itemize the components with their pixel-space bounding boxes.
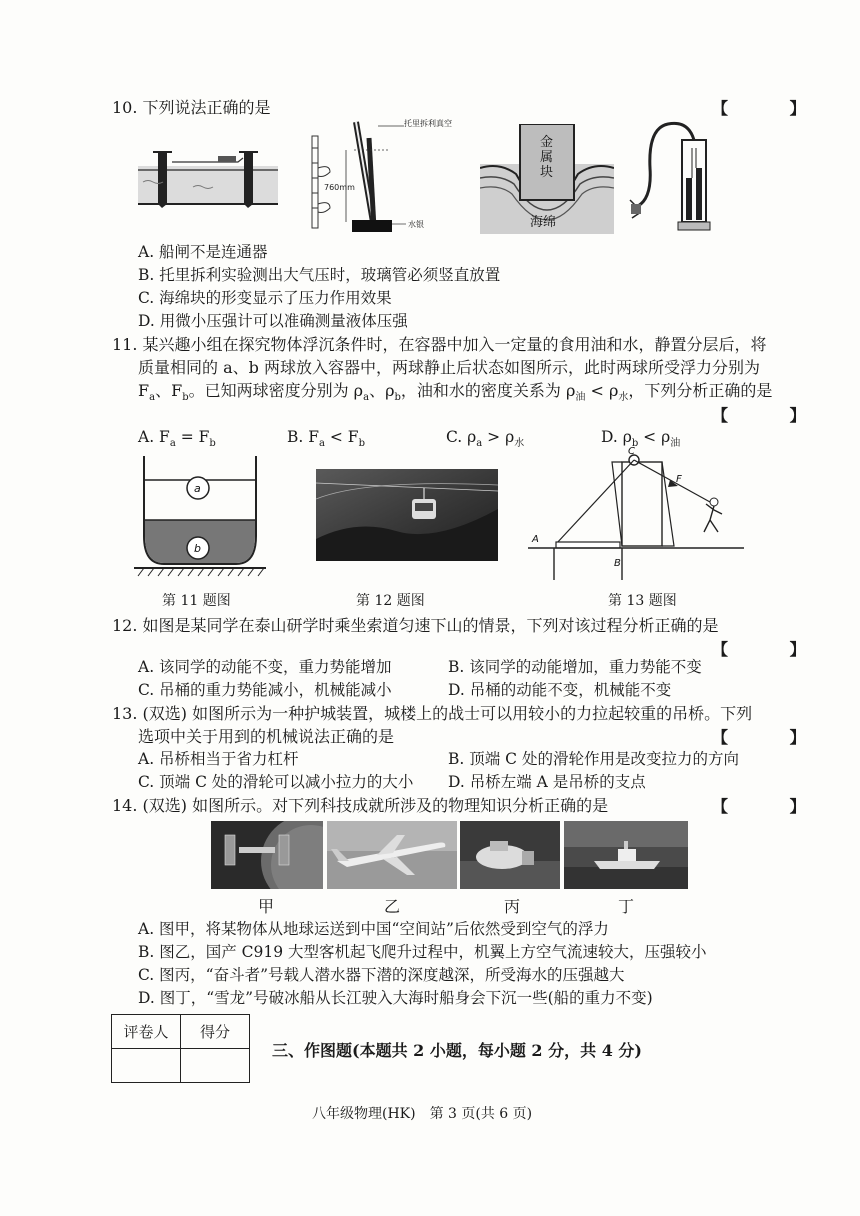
- q10-stem: 10. 下列说法正确的是: [112, 98, 271, 117]
- q13-stem-line-1: 13. (双选) 如图所示为一种护城装置，城楼上的战士可以用较小的力拉起较重的吊桥。下列: [112, 704, 753, 723]
- q12-option-b: B. 该同学的动能增加，重力势能不变: [448, 658, 702, 676]
- q11-option-c: C. $\rho_a > \rho_水$: [446, 428, 525, 450]
- fig13-caption: 第 13 题图: [608, 593, 677, 609]
- pressure-gauge-figure: [628, 118, 728, 234]
- ball-b-label: b: [194, 542, 201, 555]
- fig12-caption: 第 12 题图: [356, 593, 425, 609]
- q11-stem-line-2: 质量相同的 a、b 两球放入容器中，两球静止后状态如图所示，此时两球所受浮力分别为: [138, 358, 760, 377]
- ship-lock-figure: [138, 142, 278, 208]
- q13-option-c: C. 顶端 C 处的滑轮可以减小拉力的大小: [138, 773, 414, 791]
- fig13-label-b: B: [614, 558, 621, 569]
- q13-stem-line-2: 选项中关于用到的机械说法正确的是: [138, 727, 395, 746]
- torricelli-760mm-label: 760mm: [324, 183, 355, 192]
- photo-yi-c919-airplane: [327, 821, 457, 889]
- ball-a-label: a: [194, 482, 201, 495]
- q10-option-a: A. 船闸不是连通器: [138, 243, 268, 261]
- photo-label-yi: 乙: [384, 897, 401, 916]
- q10-option-b: B. 托里拆利实验测出大气压时，玻璃管必须竖直放置: [138, 266, 501, 284]
- fig13-label-f: F: [676, 474, 682, 485]
- fig13-label-c: C: [628, 446, 635, 457]
- q12-answer-bracket: 【 】: [712, 640, 834, 659]
- q11-option-d: D. $\rho_b < \rho_油$: [601, 428, 681, 450]
- photo-label-bing: 丙: [504, 897, 521, 916]
- fig11-container: [134, 456, 266, 580]
- sponge-block-figure: [480, 124, 614, 234]
- fig12-cable-car-photo: [316, 469, 498, 561]
- q14-answer-bracket: 【 】: [712, 797, 834, 816]
- q11-answer-bracket: 【 】: [712, 406, 834, 425]
- score-table-score-cell[interactable]: [181, 1049, 250, 1083]
- q12-option-d: D. 吊桶的动能不变，机械能不变: [448, 681, 672, 699]
- q13-option-a: A. 吊桥相当于省力杠杆: [138, 750, 299, 768]
- metal-block-label: 金属块: [540, 135, 554, 180]
- fig13-label-a: A: [532, 534, 539, 545]
- photo-label-jia: 甲: [258, 897, 275, 916]
- photo-jia-space-station: [211, 821, 323, 889]
- q12-option-a: A. 该同学的动能不变，重力势能增加: [138, 658, 392, 676]
- fig11-caption: 第 11 题图: [162, 593, 231, 609]
- photo-ding-icebreaker: [564, 821, 688, 889]
- q10-option-c: C. 海绵块的形变显示了压力作用效果: [138, 289, 392, 307]
- q13-option-d: D. 吊桥左端 A 是吊桥的支点: [448, 773, 646, 791]
- score-table: [111, 1014, 250, 1083]
- q12-option-c: C. 吊桶的重力势能减小，机械能减小: [138, 681, 392, 699]
- q11-stem-line-1: 11. 某兴趣小组在探究物体浮沉条件时，在容器中加入一定量的食用油和水，静置分层后，将: [112, 335, 767, 354]
- q13-option-b: B. 顶端 C 处的滑轮作用是改变拉力的方向: [448, 750, 739, 768]
- q10-answer-bracket: 【 】: [712, 99, 834, 118]
- q14-stem: 14. (双选) 如图所示。对下列科技成就所涉及的物理知识分析正确的是: [112, 796, 609, 815]
- q14-option-c: C. 图丙，“奋斗者”号载人潜水器下潜的深度越深，所受海水的压强越大: [138, 966, 625, 984]
- q10-option-d: D. 用微小压强计可以准确测量液体压强: [138, 312, 408, 330]
- photo-bing-submersible: [460, 821, 560, 889]
- fig13-drawbridge: [528, 446, 744, 586]
- q14-option-d: D. 图丁，“雪龙”号破冰船从长江驶入大海时船身会下沉一些(船的重力不变): [138, 989, 653, 1007]
- photo-label-ding: 丁: [618, 897, 635, 916]
- score-table-reviewer-cell[interactable]: [112, 1049, 181, 1083]
- q13-answer-bracket: 【 】: [712, 728, 834, 747]
- page-footer: 八年级物理(HK) 第 3 页(共 6 页): [312, 1106, 533, 1122]
- torricelli-vacuum-label: 托里拆利真空: [404, 119, 452, 128]
- section-3-heading: 三、作图题(本题共 2 小题，每小题 2 分，共 4 分): [272, 1041, 642, 1060]
- score-table-reviewer-header: 评卷人: [112, 1015, 181, 1049]
- q12-stem: 12. 如图是某同学在泰山研学时乘坐索道匀速下山的情景，下列对该过程分析正确的是: [112, 616, 719, 635]
- q14-option-a: A. 图甲，将某物体从地球运送到中国“空间站”后依然受到空气的浮力: [138, 920, 609, 938]
- q11-option-b: B. $F_a < F_b$: [287, 428, 365, 450]
- score-table-score-header: 得分: [181, 1015, 250, 1049]
- torricelli-mercury-label: 水银: [408, 220, 424, 229]
- q11-option-a: A. $F_a = F_b$: [138, 428, 216, 450]
- q11-stem-line-3: $F_a$、$F_b$。已知两球密度分别为 $\rho_a$、$\rho_b$，油和水的密度关系为 $\rho_油 < \rho_水$，下列分析正确的是: [138, 381, 773, 404]
- sponge-label: 海绵: [530, 215, 557, 230]
- q14-option-b: B. 图乙，国产 C919 大型客机起飞爬升过程中，机翼上方空气流速较大，压强较小: [138, 943, 707, 961]
- torricelli-figure: [300, 118, 470, 234]
